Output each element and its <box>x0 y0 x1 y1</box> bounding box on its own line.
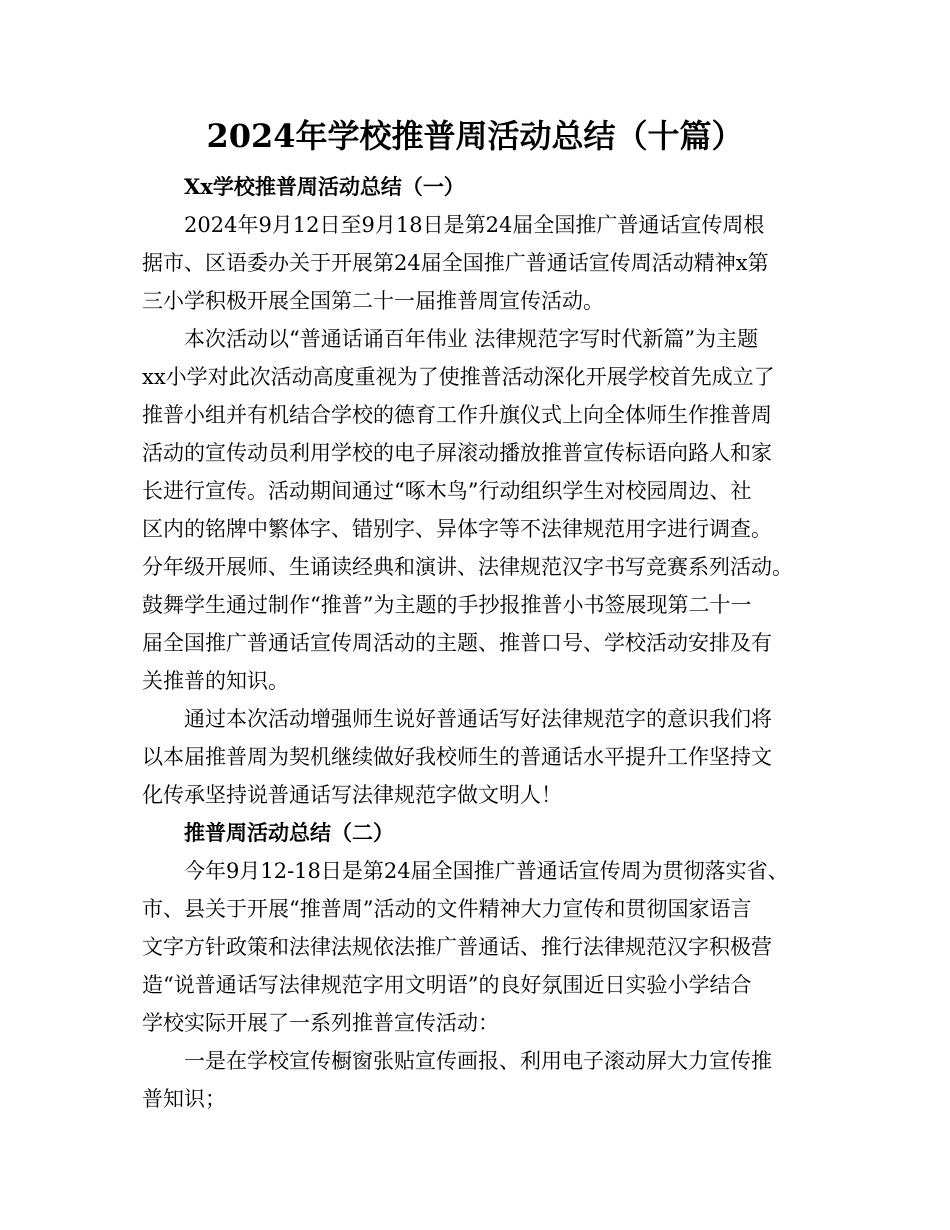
paragraph-line: 化传承坚持说普通话写法律规范字做文明人！ <box>142 783 562 807</box>
paragraph-line: 造“说普通话写法律规范字用文明语”的良好氛围近日实验小学结合 <box>142 973 752 997</box>
paragraph-line: 活动的宣传动员利用学校的电子屏滚动播放推普宣传标语向路人和家 <box>142 441 772 465</box>
paragraph-line: 届全国推广普通话宣传周活动的主题、推普口号、学校活动安排及有 <box>142 631 772 655</box>
paragraph-line: 一是在学校宣传橱窗张贴宣传画报、利用电子滚动屏大力宣传推 <box>184 1049 772 1073</box>
paragraph-line: 关推普的知识。 <box>142 669 289 693</box>
paragraph-line: 区内的铭牌中繁体字、错别字、异体字等不法律规范用字进行调查。 <box>142 517 772 541</box>
paragraph-line: 以本届推普周为契机继续做好我校师生的普通话水平提升工作坚持文 <box>142 745 772 769</box>
paragraph-line: 普知识； <box>142 1087 226 1111</box>
paragraph-line: 市、县关于开展“推普周”活动的文件精神大力宣传和贯彻国家语言 <box>142 897 752 921</box>
paragraph-line: 长进行宣传。活动期间通过“啄木鸟”行动组织学生对校园周边、社 <box>142 479 752 503</box>
paragraph-line: 学校实际开展了一系列推普宣传活动： <box>142 1011 499 1035</box>
section-heading: Xx学校推普周活动总结（一） <box>184 174 465 199</box>
document-title: 2024年学校推普周活动总结（十篇） <box>206 117 744 155</box>
paragraph-line: 今年9月12-18日是第24届全国推广普通话宣传周为贯彻落实省、 <box>184 859 789 883</box>
paragraph-line: 推普小组并有机结合学校的德育工作升旗仪式上向全体师生作推普周 <box>142 403 772 427</box>
paragraph-line: 通过本次活动增强师生说好普通话写好法律规范字的意识我们将 <box>184 707 772 731</box>
paragraph-line: 文字方针政策和法律法规依法推广普通话、推行法律规范汉字积极营 <box>142 935 772 959</box>
paragraph-line: 据市、区语委办关于开展第24届全国推广普通话宣传周活动精神x第 <box>142 251 769 275</box>
section-heading: 推普周活动总结（二） <box>184 820 394 845</box>
paragraph-line: xx小学对此次活动高度重视为了使推普活动深化开展学校首先成立了 <box>142 365 775 389</box>
paragraph-line: 本次活动以“普通话诵百年伟业 法律规范字写时代新篇”为主题 <box>184 327 759 351</box>
paragraph-line: 2024年9月12日至9月18日是第24届全国推广普通话宣传周根 <box>184 213 765 237</box>
document-body <box>142 168 804 1118</box>
paragraph-line: 三小学积极开展全国第二十一届推普周宣传活动。 <box>142 289 604 313</box>
paragraph-line: 分年级开展师、生诵读经典和演讲、法律规范汉字书写竞赛系列活动。 <box>142 555 793 579</box>
paragraph-line: 鼓舞学生通过制作“推普”为主题的手抄报推普小书签展现第二十一 <box>142 593 752 617</box>
